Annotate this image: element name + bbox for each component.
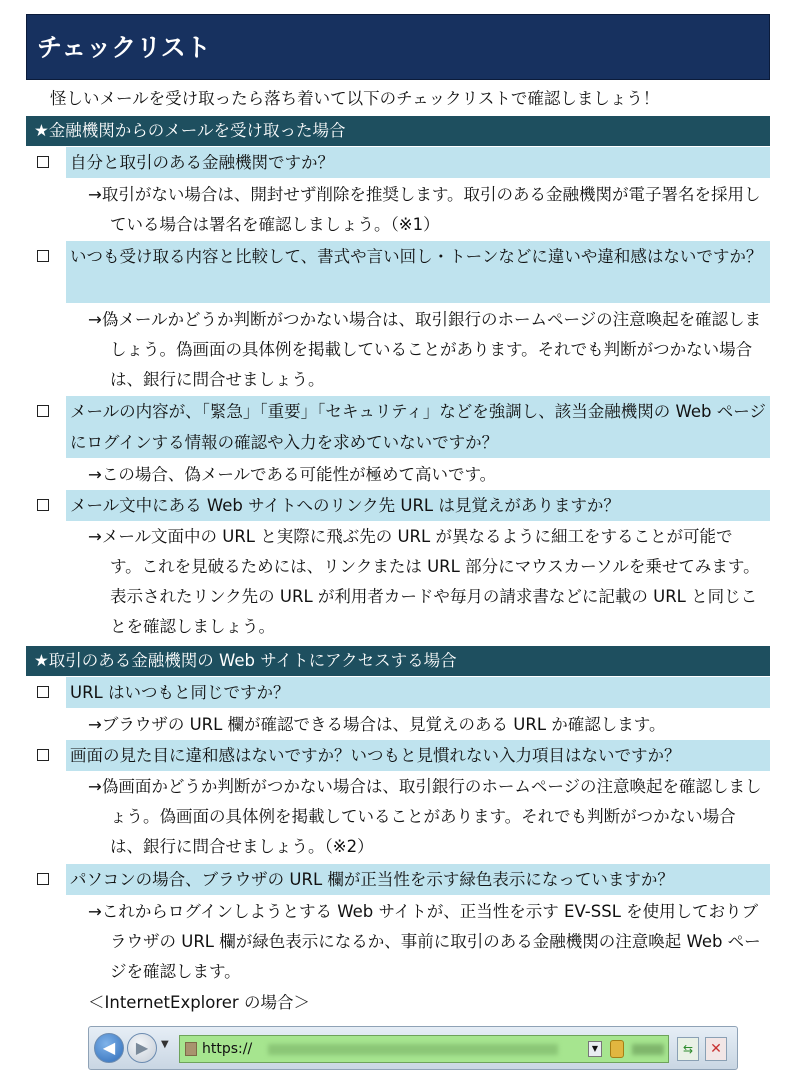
checkbox[interactable] [37,405,49,417]
checkbox[interactable] [37,156,49,168]
section-heading-bank-website: ★取引のある金融機関の Web サイトにアクセスする場合 [26,646,770,676]
checkbox[interactable] [37,499,49,511]
answer-text: →偽画面かどうか判断がつかない場合は、取引銀行のホームページの注意喚起を確認しましょう。偽画面の具体例を掲載していることがあります。それでも判断がつかない場合は、銀行に問合せましょう。（※2） [88,777,762,856]
forward-icon: ▶ [127,1033,157,1063]
question-text: いつも受け取る内容と比較して、書式や言い回し・トーンなどに違いや違和感はないですか？ [66,241,770,303]
question-text: メール文中にある Web サイトへのリンク先 URL は見覚えがありますか？ [66,490,770,521]
page-icon [185,1042,197,1056]
answer-text: →この場合、偽メールである可能性が極めて高いです。 [88,465,497,484]
checkbox[interactable] [37,686,49,698]
checkbox[interactable] [37,873,49,885]
blurred-certificate-name [632,1044,664,1055]
back-icon: ◀ [94,1033,124,1063]
answer-text: →メール文面中の URL と実際に飛ぶ先の URL が異なるように細工をすることが可能です。これを見破るためには、リンクまたは URL 部分にマウスカーソルを乗せてみます。表示されたリンク先の URL が利用者カードや毎月の請求書などに記載の URL と同じことを確認しましょう。 [88,527,760,636]
checkbox[interactable] [37,749,49,761]
question-text: 画面の見た目に違和感はないですか？いつもと見慣れない入力項目はないですか？ [66,740,770,771]
blurred-url [268,1044,558,1055]
answer-text: →これからログインしようとする Web サイトが、正当性を示す EV-SSL を使用しておりブラウザの URL 欄が緑色表示になるか、事前に取引のある金融機関の注意喚起 Web ページを確認します。 [88,902,761,981]
chevron-down-icon: ▼ [161,1039,169,1050]
checkbox[interactable] [37,250,49,262]
dropdown-icon: ▼ [588,1041,602,1057]
page-title: チェックリスト [26,14,770,80]
lock-icon [610,1040,624,1058]
answer-text: →ブラウザの URL 欄が確認できる場合は、見覚えのある URL か確認します。 [88,715,666,734]
browser-address-bar-screenshot [88,1026,738,1070]
answer-text: →取引がない場合は、開封せず削除を推奨します。取引のある金融機関が電子署名を採用している場合は署名を確認しましょう。（※1） [88,185,761,234]
answer-text: →偽メールかどうか判断がつかない場合は、取引銀行のホームページの注意喚起を確認しましょう。偽画面の具体例を掲載していることがあります。それでも判断がつかない場合は、銀行に問合せましょう。 [88,310,762,389]
question-text: URL はいつもと同じですか？ [66,677,770,708]
ie-caption: ＜InternetExplorer の場合＞ [88,993,310,1012]
refresh-icon: ⇆ [677,1037,699,1061]
intro-text: 怪しいメールを受け取ったら落ち着いて以下のチェックリストで確認しましょう！ [50,89,660,108]
question-text: パソコンの場合、ブラウザの URL 欄が正当性を示す緑色表示になっていますか？ [66,864,770,895]
question-text: メールの内容が、「緊急」「重要」「セキュリティ」などを強調し、該当金融機関の Web ページにログインする情報の確認や入力を求めていないですか？ [66,396,770,458]
question-text: 自分と取引のある金融機関ですか？ [66,147,770,178]
stop-icon: ✕ [705,1037,727,1061]
url-field [179,1035,669,1063]
url-text: https:// [202,1041,253,1057]
section-heading-financial-email: ★金融機関からのメールを受け取った場合 [26,116,770,146]
